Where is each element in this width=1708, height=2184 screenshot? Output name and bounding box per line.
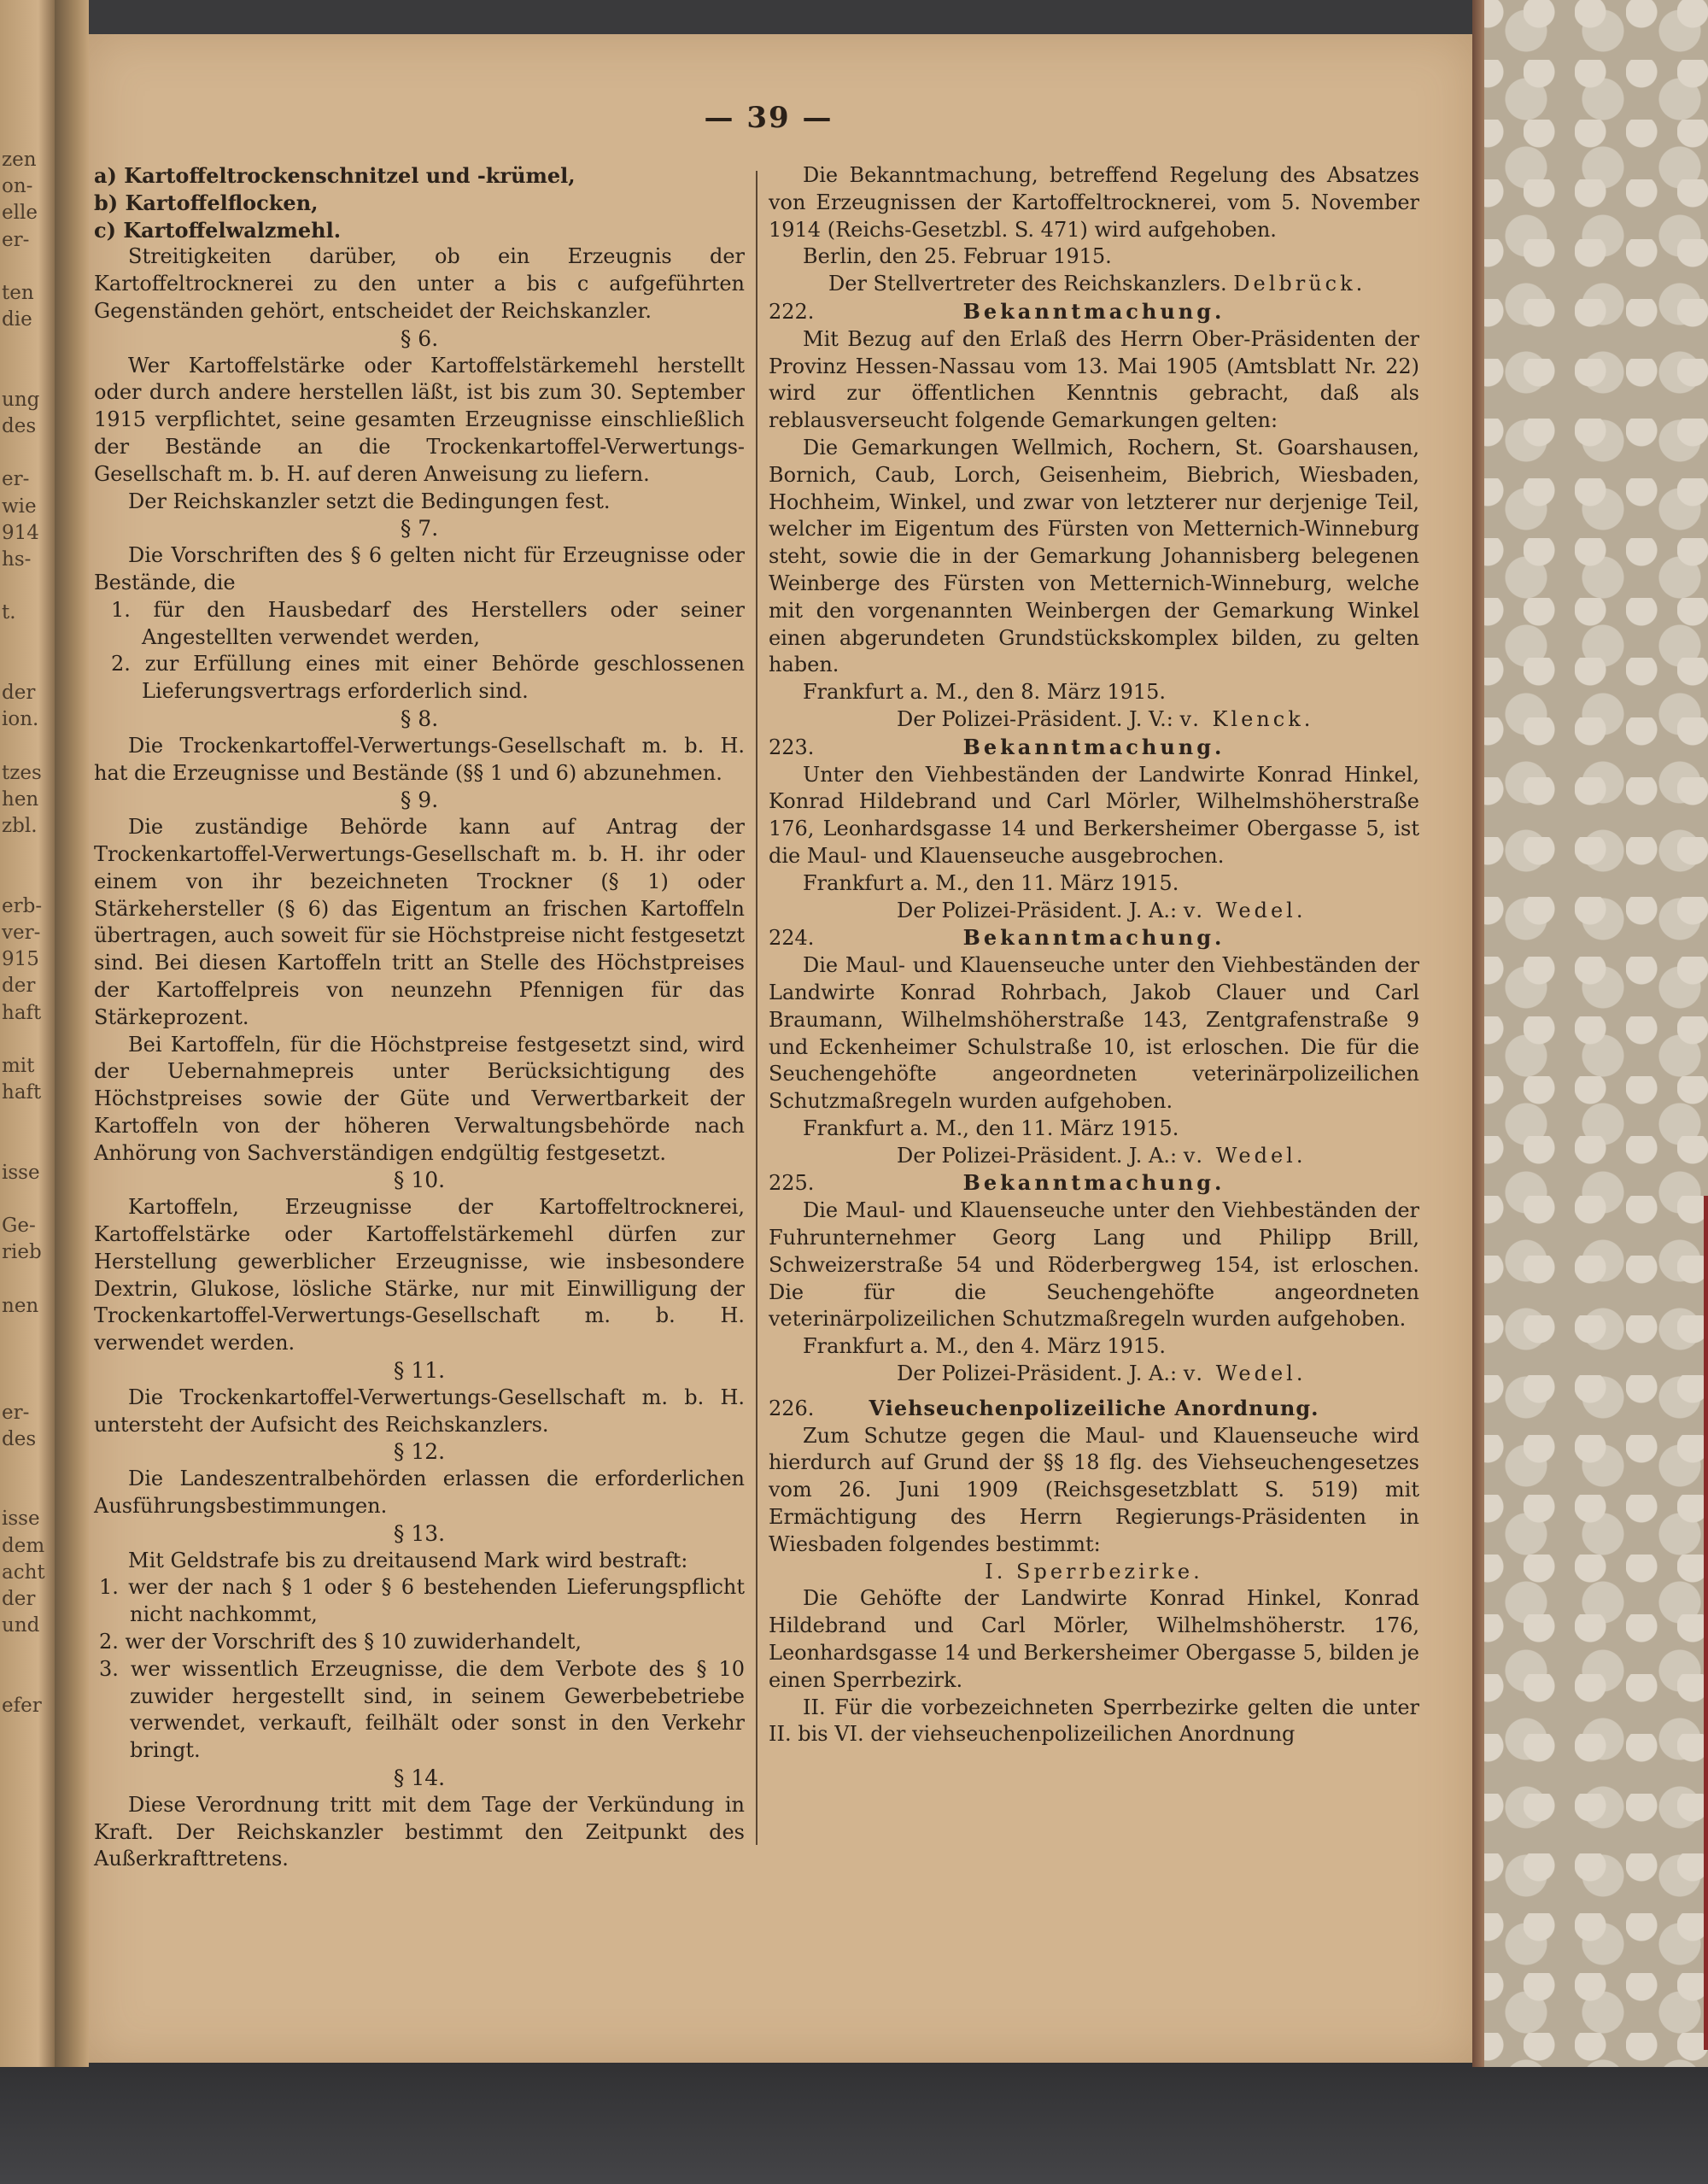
signature-title: Der Polizei-Präsident. J. A.:	[897, 1143, 1178, 1168]
paragraph: Mit Geldstrafe bis zu dreitausend Mark wird bestraft:	[128, 1548, 688, 1572]
margin-fragment: rieb	[2, 1241, 42, 1264]
signature	[769, 1361, 1419, 1388]
margin-fragment: zbl.	[2, 815, 38, 838]
margin-fragment: er-	[2, 1401, 30, 1424]
section-heading: § 14.	[393, 1765, 446, 1791]
margin-fragment: t.	[2, 601, 16, 624]
margin-fragment	[0, 333, 55, 360]
paragraph: Die Trockenkartoffel-Verwertungs-Gesellschaft m. b. H. hat die Erzeugnisse und Bestände (§§ 1 und 6) abzunehmen.	[94, 733, 745, 785]
paragraph: Die Landeszentralbehörden erlassen die erforderlichen Ausführungsbestimmungen.	[94, 1467, 745, 1519]
margin-fragment: acht	[2, 1560, 45, 1584]
margin-fragment: efer	[2, 1694, 42, 1717]
margin-fragment	[0, 1639, 55, 1666]
list-item: 1. für den Hausbedarf des Herstellers oder seiner Angestellten verwendet werden,	[111, 597, 745, 649]
list-item: 2. zur Erfüllung eines mit einer Behörde geschlossenen Lieferungsvertrags erforderlich sind.	[111, 652, 745, 704]
margin-fragment	[0, 360, 55, 387]
cover-edge-strip	[1704, 1196, 1708, 2050]
margin-fragment: ion.	[2, 708, 39, 731]
margin-fragment	[0, 627, 55, 653]
margin-fragment: hs-	[2, 548, 32, 571]
signature	[769, 898, 1419, 925]
notice-number: 224.	[769, 926, 815, 951]
margin-fragment: tzes	[2, 761, 42, 784]
margin-fragment	[0, 1666, 55, 1693]
margin-fragment: und	[2, 1614, 40, 1637]
right-column	[769, 162, 1419, 1748]
margin-fragment	[0, 733, 55, 759]
notice-heading	[769, 1169, 1419, 1197]
list-item: 1. wer der nach § 1 oder § 6 bestehenden Lieferungspflicht nicht nachkommt,	[99, 1575, 745, 1627]
margin-fragment: mit	[2, 1054, 35, 1077]
previous-page-edge	[0, 0, 55, 2067]
margin-fragment	[0, 1186, 55, 1213]
signature	[769, 706, 1419, 734]
section-heading: § 8.	[400, 706, 439, 731]
margin-fragment	[0, 1373, 55, 1399]
paragraph: Zum Schutze gegen die Maul- und Klauenseuche wird hierdurch auf Grund der §§ 18 flg. des Viehseuchengesetzes vom 26. Juni 1909 (Reichsgesetzblatt S. 519) mit Ermächtigung des Herrn Regierungs-Präsidenten in Wiesbaden folgendes bestimmt:	[769, 1423, 1419, 1556]
notice-heading	[769, 298, 1419, 326]
signature-name: Delbrück.	[1233, 272, 1366, 296]
paragraph: Unter den Viehbeständen der Landwirte Konrad Hinkel, Konrad Hildebrand und Carl Mörler, Wilhelmshöherstraße 176, Leonhardsgasse 14 und Berkersheimer Obergasse 5, ist die Maul- und Klauenseuche ausgebrochen.	[769, 762, 1419, 868]
notice-title: Bekanntmachung.	[962, 925, 1225, 951]
paragraph: Bei Kartoffeln, für die Höchstpreise festgesetzt sind, wird der Uebernahmepreis unter Berücksichtigung des Höchstpreises sowie der Güte und Verwertbarkeit der Kartoffeln von der höheren Verwaltungsbehörde nach Anhörung von Sachverständigen endgültig festgesetzt.	[94, 1032, 745, 1165]
margin-fragment	[0, 840, 55, 866]
margin-fragment: ung	[2, 388, 40, 411]
previous-page-text-fragments	[0, 0, 55, 1719]
paragraph: Die Vorschriften des § 6 gelten nicht für Erzeugnisse oder Bestände, die	[94, 543, 745, 594]
signature-title: Der Polizei-Präsident. J. A.:	[897, 898, 1178, 922]
paragraph: Die Gehöfte der Landwirte Konrad Hinkel, Konrad Hildebrand und Carl Mörler, Wilhelmshöherstr. 176, Leonhardsgasse 14 und Berkersheimer Obergasse 5, bilden je einen Sperrbezirk.	[769, 1586, 1419, 1692]
margin-fragment: der	[2, 1587, 36, 1610]
paragraph: Wer Kartoffelstärke oder Kartoffelstärkemehl herstellt oder durch andere herstellen läßt, ist bis zum 30. September 1915 verpflichtet, seine gesamten Erzeugnisse einschließlich der Bestände an die Trockenkartoffel-Verwertungs-Gesellschaft m. b. H. auf deren Anweisung zu liefern.	[94, 353, 745, 486]
subsection-heading: I. Sperrbezirke.	[985, 1559, 1203, 1584]
margin-fragment: 914	[2, 521, 39, 544]
margin-fragment: Ge-	[2, 1215, 36, 1238]
signature-name: v. Klenck.	[1179, 706, 1314, 731]
notice-number: 226.	[769, 1396, 815, 1420]
margin-fragment	[0, 1267, 55, 1293]
list-item: 2. wer der Vorschrift des § 10 zuwiderhandelt,	[99, 1630, 582, 1654]
margin-fragment	[0, 1346, 55, 1373]
list-item: b) Kartoffelflocken,	[94, 190, 319, 215]
margin-fragment: er-	[2, 228, 30, 251]
place-date: Berlin, den 25. Februar 1915.	[803, 244, 1112, 269]
margin-fragment: er-	[2, 468, 30, 491]
margin-fragment	[0, 1027, 55, 1053]
notice-heading	[769, 734, 1419, 762]
margin-fragment: erb-	[2, 894, 43, 917]
page-gutter	[55, 0, 89, 2067]
marbled-endpaper	[1472, 0, 1708, 2067]
margin-fragment: haft	[2, 1081, 42, 1104]
signature	[769, 271, 1419, 298]
margin-fragment: isse	[2, 1161, 40, 1184]
paragraph: Diese Verordnung tritt mit dem Tage der Verkündung in Kraft. Der Reichskanzler bestimmt den Zeitpunkt des Außerkrafttretens.	[94, 1792, 745, 1871]
margin-fragment: nen	[2, 1294, 39, 1317]
notice-title: Bekanntmachung.	[962, 1170, 1225, 1196]
margin-fragment: haft	[2, 1001, 42, 1024]
margin-fragment: des	[2, 415, 37, 438]
margin-fragment: der	[2, 682, 36, 705]
endpaper-edge	[1472, 0, 1484, 2067]
notice-number: 225.	[769, 1171, 815, 1196]
margin-fragment	[0, 573, 55, 600]
margin-fragment: des	[2, 1427, 37, 1450]
paragraph: Die Bekanntmachung, betreffend Regelung des Absatzes von Erzeugnissen der Kartoffeltrocknerei, vom 5. November 1914 (Reichs-Gesetzbl. S. 471) wird aufgehoben.	[769, 163, 1419, 242]
list-item: c) Kartoffelwalzmehl.	[94, 217, 342, 243]
margin-fragment	[0, 1106, 55, 1133]
notice-number: 222.	[769, 299, 815, 324]
paragraph: Der Reichskanzler setzt die Bedingungen fest.	[128, 489, 611, 513]
margin-fragment	[0, 1479, 55, 1506]
margin-fragment: elle	[2, 202, 38, 225]
place-date: Frankfurt a. M., den 11. März 1915.	[803, 870, 1179, 895]
paragraph: Kartoffeln, Erzeugnisse der Kartoffeltrocknerei, Kartoffelstärke oder Kartoffelstärkemehl dürfen zur Herstellung gewerblicher Erzeugnisse, wie insbesondere Dextrin, Glukose, lösliche Stärke, nur mit Einwilligung der Trockenkartoffel-Verwertungs-Gesellschaft m. b. H. verwendet werden.	[94, 1195, 745, 1355]
signature	[769, 1143, 1419, 1170]
place-date: Frankfurt a. M., den 8. März 1915.	[803, 680, 1167, 705]
signature-name: v. Wedel.	[1183, 1361, 1307, 1386]
margin-fragment: ver-	[2, 921, 41, 944]
notice-heading	[769, 924, 1419, 952]
margin-fragment: die	[2, 308, 32, 331]
margin-fragment: dem	[2, 1534, 45, 1557]
paragraph: Die zuständige Behörde kann auf Antrag der Trockenkartoffel-Verwertungs-Gesellschaft m. b. H. ihr oder einem von ihr bezeichneten Trockner (§ 1) oder Stärkehersteller (§ 6) das Eigentum an frischen Kartoffeln übertragen, auch soweit für sie Höchstpreise nicht festgesetzt sind. Bei diesen Kartoffeln tritt an Stelle des Höchstpreises der Kartoffelpreis von neunzehn Pfennigen für das Stärkeprozent.	[94, 815, 745, 1029]
page-number: — 39 —	[704, 101, 834, 135]
margin-fragment: der	[2, 975, 36, 998]
paragraph: Die Trockenkartoffel-Verwertungs-Gesellschaft m. b. H. untersteht der Aufsicht des Reichskanzlers.	[94, 1385, 745, 1437]
list-item: a) Kartoffeltrockenschnitzel und -krümel,	[94, 163, 576, 188]
list-item: 3. wer wissentlich Erzeugnisse, die dem Verbote des § 10 zuwider hergestellt sind, in seinem Gewerbebetriebe verwendet, verkauft, feilhält oder sonst in den Verkehr bringt.	[99, 1656, 745, 1763]
signature-title: Der Polizei-Präsident. J. V.:	[897, 706, 1173, 731]
notice-heading	[769, 1395, 1419, 1423]
signature-name: v. Wedel.	[1183, 1143, 1307, 1168]
place-date: Frankfurt a. M., den 11. März 1915.	[803, 1115, 1179, 1140]
notice-number: 223.	[769, 735, 815, 759]
signature-title: Der Polizei-Präsident. J. A.:	[897, 1361, 1178, 1386]
margin-fragment	[0, 254, 55, 280]
margin-fragment	[0, 440, 55, 466]
section-heading: § 13.	[393, 1520, 446, 1546]
margin-fragment	[0, 866, 55, 893]
column-divider	[756, 171, 757, 1845]
paragraph: Die Maul- und Klauenseuche unter den Viehbeständen der Fuhrunternehmer Georg Lang und Philipp Brill, Schweizerstraße 54 und Röderbergweg 154, ist erloschen. Die für die Seuchengehöfte angeordneten veterinärpolizeilichen Schutzmaßregeln wurden aufgehoben.	[769, 1198, 1419, 1332]
notice-title: Viehseuchenpolizeiliche Anordnung.	[869, 1395, 1319, 1420]
book-binding-background	[0, 2050, 1708, 2184]
section-heading: § 12.	[393, 1439, 446, 1465]
section-heading: § 11.	[393, 1358, 446, 1384]
paragraph: II. Für die vorbezeichneten Sperrbezirke gelten die unter II. bis VI. der viehseuchenpolizeilichen Anordnung	[769, 1695, 1419, 1747]
section-heading: § 7.	[400, 516, 439, 542]
section-heading: § 9.	[400, 788, 439, 813]
margin-fragment: isse	[2, 1508, 40, 1531]
paragraph: Die Maul- und Klauenseuche unter den Viehbeständen der Landwirte Konrad Rohrbach, Jakob Clauer und Carl Braumann, Wilhelmshöherstraße 143, Zentgrafenstraße 9 und Eckenheimer Schulstraße 10, ist erloschen. Die für die Seuchengehöfte angeordneten veterinärpolizeilichen Schutzmaßregeln wurden aufgehoben.	[769, 953, 1419, 1114]
margin-fragment	[0, 653, 55, 680]
notice-title: Bekanntmachung.	[962, 298, 1225, 324]
margin-fragment: ten	[2, 282, 34, 305]
margin-fragment: on-	[2, 175, 33, 198]
section-heading: § 6.	[400, 325, 439, 351]
signature-title: Der Stellvertreter des Reichskanzlers.	[828, 272, 1227, 296]
margin-fragment	[0, 1453, 55, 1479]
paragraph: Streitigkeiten darüber, ob ein Erzeugnis der Kartoffeltrocknerei zu den unter a bis c aufgeführten Gegenständen gehört, entscheidet der Reichskanzler.	[94, 244, 745, 323]
margin-fragment	[0, 1133, 55, 1160]
signature-name: v. Wedel.	[1183, 898, 1307, 922]
margin-fragment	[0, 1320, 55, 1346]
left-column	[94, 162, 745, 1873]
section-heading: § 10.	[393, 1168, 446, 1193]
place-date: Frankfurt a. M., den 4. März 1915.	[803, 1334, 1167, 1359]
paragraph: Die Gemarkungen Wellmich, Rochern, St. Goarshausen, Bornich, Caub, Lorch, Geisenheim, Biebrich, Wiesbaden, Hochheim, Winkel, und zwar von letzterer nur derjenige Teil, welcher im Eigentum des Fürsten von Metternich-Winneburg steht, sowie die in der Gemarkung Johannisberg belegenen Weinberge des Fürsten von Metternich-Winneburg, welche mit den vorgenannten Weinbergen der Gemarkung Winkel einen abgerundeten Grundstückskomplex bilden, zu gelten haben.	[769, 435, 1419, 677]
notice-title: Bekanntmachung.	[962, 734, 1225, 759]
margin-fragment: hen	[2, 788, 39, 811]
margin-fragment: 915	[2, 948, 39, 971]
margin-fragment: zen	[2, 149, 37, 171]
paragraph: Mit Bezug auf den Erlaß des Herrn Ober-Präsidenten der Provinz Hessen-Nassau vom 13. Mai 1905 (Amtsblatt Nr. 22) wird zur öffentlichen Kenntnis gebracht, daß als reblausverseucht folgende Gemarkungen gelten:	[769, 326, 1419, 433]
margin-fragment: wie	[2, 495, 37, 518]
